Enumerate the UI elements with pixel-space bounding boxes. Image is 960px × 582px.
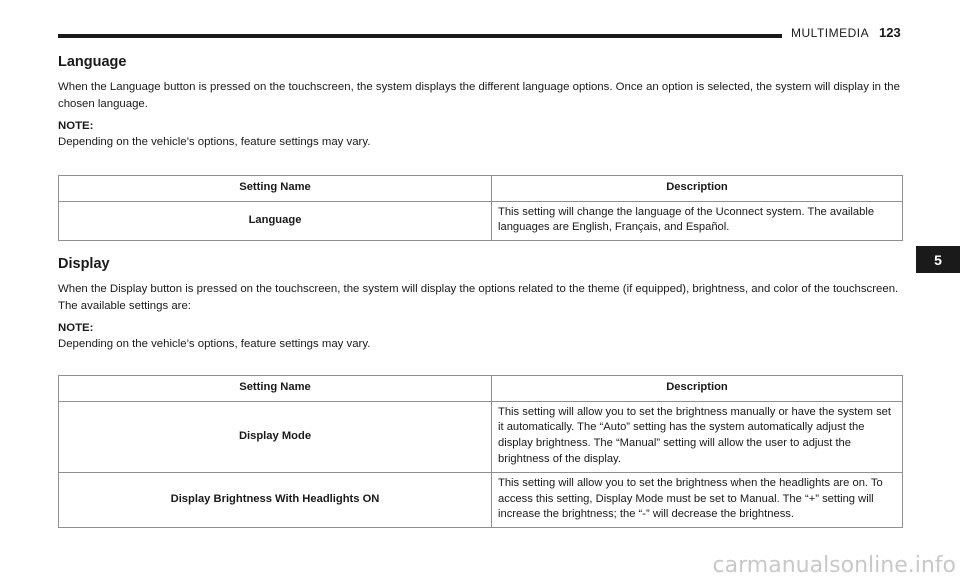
column-header-setting-name: Setting Name [59, 375, 492, 401]
setting-name-cell: Language [59, 201, 492, 241]
setting-description-cell: This setting will allow you to set the brightness manually or have the system set it automatically. The “Auto” setting has the system automatically adjust the display brightness. The “Manual” setting will allow the user to adjust the brightness of the display. [492, 401, 903, 472]
setting-name-cell: Display Mode [59, 401, 492, 472]
display-note-text: Depending on the vehicle’s options, feature settings may vary. [58, 338, 371, 351]
language-note-label: NOTE: [58, 120, 94, 132]
table-header-row [59, 175, 903, 201]
section-title: MULTIMEDIA [791, 26, 870, 40]
page-number: 123 [879, 25, 901, 40]
display-heading: Display [58, 256, 110, 273]
table-row [59, 472, 903, 527]
setting-description-cell: This setting will change the language of the Uconnect system. The available languages are English, Français, and Español. [492, 201, 903, 241]
display-note-label: NOTE: [58, 322, 94, 335]
language-heading: Language [58, 54, 127, 70]
page-content [58, 54, 903, 528]
column-header-description: Description [492, 375, 903, 401]
header-rule [58, 34, 782, 38]
table-header-row [59, 375, 903, 401]
display-settings-table [58, 375, 903, 529]
table-row [59, 201, 903, 241]
watermark: carmanualsonline.info [712, 553, 956, 578]
chapter-tab: 5 [916, 246, 960, 273]
column-header-description: Description [492, 175, 903, 201]
column-header-setting-name: Setting Name [59, 175, 492, 201]
setting-name-cell: Display Brightness With Headlights ON [59, 472, 492, 527]
display-intro: When the Display button is pressed on the touchscreen, the system will display the options related to the theme (if equipped), brightness, and color of the touchscreen. The available settings are: [58, 283, 899, 312]
language-intro: When the Language button is pressed on the touchscreen, the system displays the different language options. Once an option is selected, the system will display in the chosen language. [58, 81, 900, 110]
table-row [59, 401, 903, 472]
setting-description-cell: This setting will allow you to set the brightness when the headlights are on. To access this setting, Display Mode must be set to Manual. The “+” setting will increase the brightness; the “-” will decrease the brightness. [492, 472, 903, 527]
language-settings-table [58, 175, 903, 242]
language-note-text: Depending on the vehicle’s options, feature settings may vary. [58, 136, 371, 148]
